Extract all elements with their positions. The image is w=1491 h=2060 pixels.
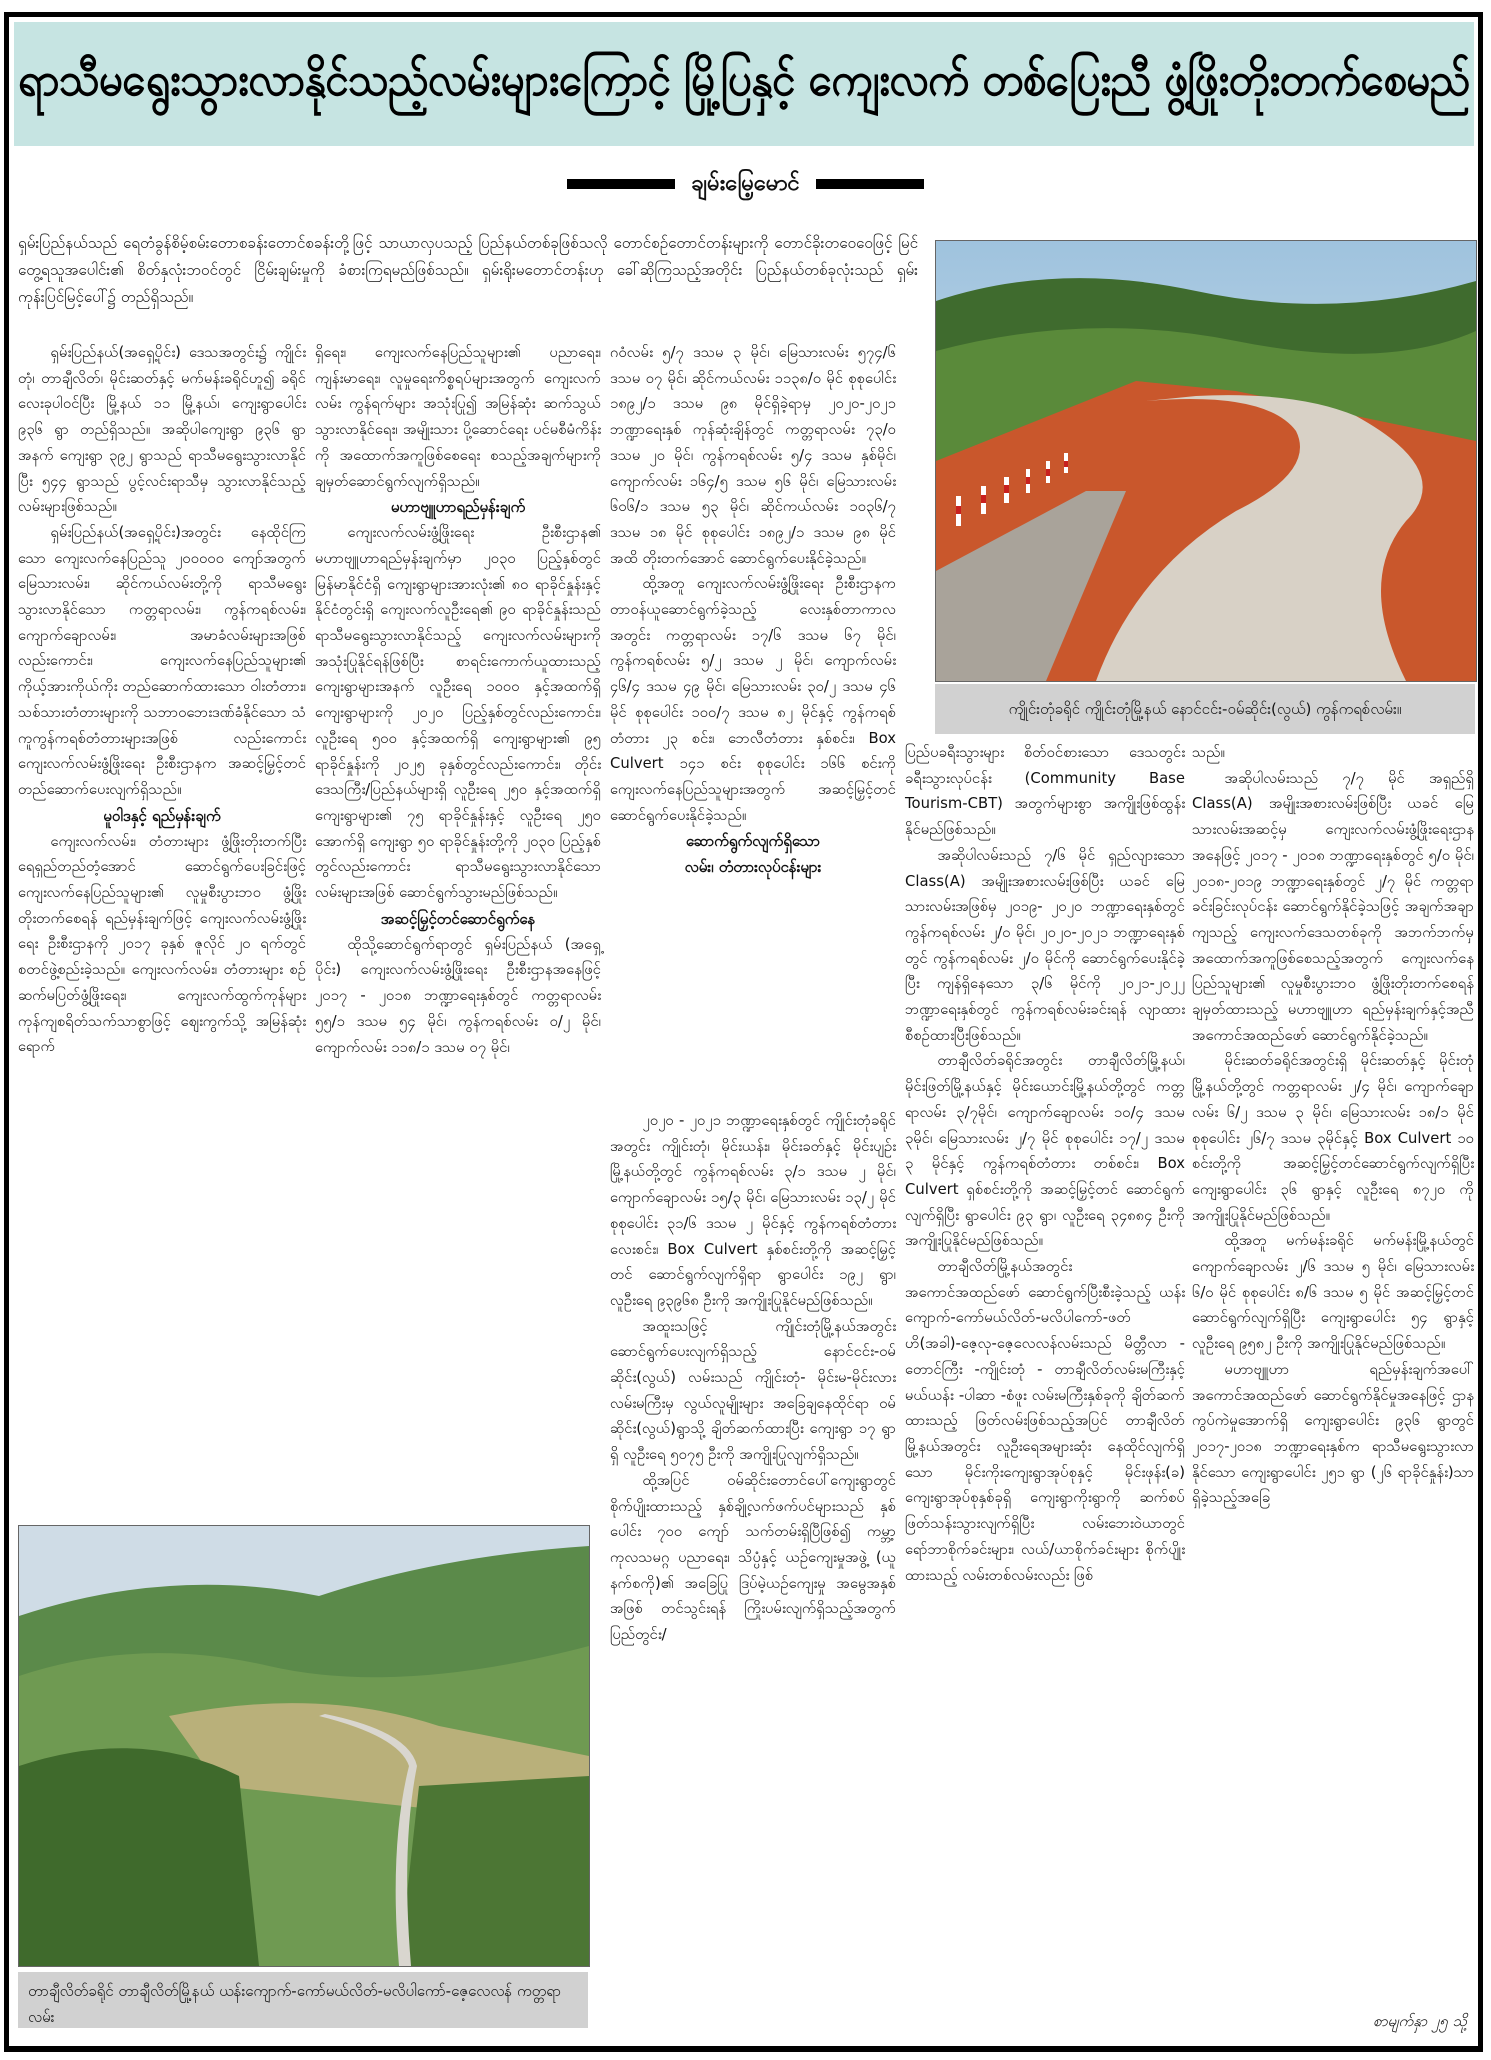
- paragraph: ရှမ်းပြည်နယ်(အရှေ့ပိုင်း) ဒေသအတွင်း၌ ကျိုင်းတုံ၊ တာချီလိတ်၊ မိုင်းဆတ်နှင့် မက်မန်းခရိုင်ဟူ၍ ခရိုင်လေးခုပါဝင်ပြီး မြို့နယ် ၁၁ မြို့နယ်၊ ကျေးရွာပေါင်း ၉၃၆ ရွာ တည်ရှိသည်။ အဆိုပါကျေးရွာ ၉၃၆ ရွာအနက် ကျေးရွာ ၃၉၂ ရွာသည် ရာသီမရွေးသွားလာနိုင်ပြီး ၅၄၄ ရွာသည် ပွင့်လင်းရာသီမှ သွားလာနိုင်သည့် လမ်းများဖြစ်သည်။: [18, 344, 306, 516]
- paragraph: အဆိုပါလမ်းသည် ၇/၆ မိုင် ရှည်လျားသော Class(A) အမျိုးအစားလမ်းဖြစ်ပြီး ယခင် မြေသားလမ်းအဖြစ်မှ ၂၀၁၉- ၂၀၂၀ ဘဏ္ဍာရေးနှစ်တွင် ကွန်ကရစ်လမ်း ၂/၀ မိုင်၊ ၂၀၂၀-၂၀၂၁ ဘဏ္ဍာရေးနှစ်တွင် ကွန်ကရစ်လမ်း ၂/၀ မိုင်ကို ဆောင်ရွက်ပေးနိုင်ခဲ့ပြီး ကျန်ရှိနေသော ၃/၆ မိုင်ကို ၂၀၂၁-၂၀၂၂ ဘဏ္ဍာရေးနှစ်တွင် ကွန်ကရစ်လမ်းခင်းရန် လျာထားစီစဉ်ထားပြီးဖြစ်သည်။: [905, 846, 1185, 1044]
- paragraph: သည်။: [1192, 744, 1226, 761]
- photo-caption-valley: တာချီလိတ်ခရိုင် တာချီလိတ်မြို့နယ် ယန်းကျောက်-ကော်မယ်လိတ်-မလိပါကော်-ဇေ့လေလန် ကတ္တရာလမ်း: [18, 1972, 588, 2028]
- section-heading-policy: မူဝါဒနှင့် ရည်မှန်းချက်: [103, 806, 221, 825]
- headline: ရာသီမရွေးသွားလာနိုင်သည့်လမ်းများကြောင့် မြို့ပြနှင့် ကျေးလက် တစ်ပြေးညီ ဖွံ့ဖြိုးတိုးတက်စေမည်: [18, 51, 1470, 106]
- paragraph: တာချီလိတ်ခရိုင်အတွင်း တာချီလိတ်မြို့နယ်၊ မိုင်းဖြတ်မြို့နယ်နှင့် မိုင်းယောင်းမြို့နယ်တို့တွင် ကတ္တရာလမ်း ၃/၇မိုင်၊ ကျောက်ချောလမ်း ၁၀/၄ ဒသမ ၃မိုင်၊ မြေသားလမ်း ၂/၇ မိုင် စုစုပေါင်း ၁၇/၂ ဒသမ ၃ မိုင်နှင့် ကွန်ကရစ်တံတား တစ်စင်း၊ Box Culvert ရှစ်စင်းတို့ကို အဆင့်မြှင့်တင် ဆောင်ရွက်လျက်ရှိပြီး ရွာပေါင်း ၉၃ ရွာ၊ လူဦးရေ ၃၄၈၈၄ ဦးကို အကျိုးပြုနိုင်မည်ဖြစ်သည်။: [905, 1052, 1185, 1250]
- article-column-3-top: [610, 340, 896, 880]
- article-column-1: [18, 340, 306, 1060]
- section-heading-ongoing-a: ဆောက်ရွက်လျက်ရှိသော: [685, 832, 821, 851]
- paragraph: တာချီလိတ်မြို့နယ်အတွင်း အကောင်အထည်ဖော် ဆောင်ရွက်ပြီးစီးခဲ့သည့် ယန်းကျောက်-ကော်မယ်လိတ်-မလိပါကော်-ဖတ်ဟိ(အခါ)-ဇေ့လု-ဇေ့လေလန်လမ်းသည် မိတ္တီလာ - တောင်ကြီး -ကျိုင်းတုံ - တာချီလိတ်လမ်းမကြီးနှင့် မယ်ယန်း -ပါဆာ -စံဖူး လမ်းမကြီးနှစ်ခုကို ချိတ်ဆက်ထားသည့် ဖြတ်လမ်းဖြစ်သည့်အပြင် တာချီလိတ်မြို့နယ်အတွင်း လူဦးရေအများဆုံး နေထိုင်လျက်ရှိသော မိုင်းကိုးကျေးရွာအုပ်စုနှင့် မိုင်းဖုန်း(ခ) ကျေးရွာအုပ်စုနှစ်ခုရှိ ကျေးရွာကိုးရွာကို ဆက်စပ်ဖြတ်သန်းသွားလျက်ရှိပြီး လမ်းဘေးဝဲယာတွင် ရော်ဘာစိုက်ခင်းများ၊ လယ်/ယာစိုက်ခင်းများ စိုက်ပျိုးထားသည့် လမ်းတစ်လမ်းလည်း ဖြစ်: [905, 1258, 1185, 1584]
- valley-photo-illustration: [19, 1526, 589, 1966]
- paragraph: မဟာဗျူဟာ ရည်မှန်းချက်အပေါ် အကောင်အထည်ဖော် ဆောင်ရွက်နိုင်မှုအနေဖြင့် ဌာနကွပ်ကဲမှုအောက်ရှိ ကျေးရွာပေါင်း ၉၃၆ ရွာတွင် ၂၀၁၇-၂၀၁၈ ဘဏ္ဍာရေးနှစ်က ရာသီမရွေးသွားလာနိုင်သော ကျေးရွာပေါင်း ၂၅၁ ရွာ (၂၆ ရာခိုင်နှုန်း)သာ ရှိခဲ့သည့်အခြေ: [1192, 1360, 1474, 1507]
- paragraph: ရှမ်းပြည်နယ်(အရှေ့ပိုင်း)အတွင်း နေထိုင်ကြသော ကျေးလက်နေပြည်သူ ၂၀၀၀၀၀ ကျော်အတွက် မြေသားလမ်း၊ ဆိုင်ကယ်လမ်းတို့ကို ရာသီမရွေးသွားလာနိုင်သော ကတ္တရာလမ်း၊ ကွန်ကရစ်လမ်း၊ ကျောက်ချောလမ်း၊ အမာခံလမ်းများအဖြစ်လည်းကောင်း၊ ကျေးလက်နေပြည်သူများ၏ ကိုယ့်အားကိုယ်ကိုး တည်ဆောက်ထားသော ဝါးတံတား၊ သစ်သားတံတားများကို သဘာဝဘေးဒဏ်ခံနိုင်သော သံကူကွန်ကရစ်တံတားများအဖြစ် လည်းကောင်း ကျေးလက်လမ်းဖွံ့ဖြိုးရေး ဦးစီးဌာနက အဆင့်မြှင့်တင် တည်ဆောက်ပေးလျက်ရှိသည်။: [18, 523, 306, 798]
- paragraph: ၂၀၂၀ - ၂၀၂၁ ဘဏ္ဍာရေးနှစ်တွင် ကျိုင်းတုံခရိုင်အတွင်း ကျိုင်းတုံ၊ မိုင်းယန်း၊ မိုင်းခတ်နှင့် မိုင်းပျဉ်းမြို့နယ်တို့တွင် ကွန်ကရစ်လမ်း ၃/၁ ဒသမ ၂ မိုင်၊ ကျောက်ချောလမ်း ၁၅/၃ မိုင်၊ မြေသားလမ်း ၁၃/၂ မိုင် စုစုပေါင်း ၃၁/၆ ဒသမ ၂ မိုင်နှင့် ကွန်ကရစ်တံတား လေးစင်း၊ Box Culvert နှစ်စင်းတို့ကို အဆင့်မြှင့်တင် ဆောင်ရွက်လျက်ရှိရာ ရွာပေါင်း ၁၉၂ ရွာ၊ လူဦးရေ ၉၃၉၆၈ ဦးကို အကျိုးပြုနိုင်မည်ဖြစ်သည်။: [610, 1112, 896, 1309]
- section-heading-upgrading: အဆင့်မြှင့်တင်ဆောင်ရွက်နေ: [380, 909, 536, 928]
- paragraph: ထို့အပြင် ဝမ်ဆိုင်းတောင်ပေါ်ကျေးရွာတွင် စိုက်ပျိုးထားသည့် နှစ်ချို့လက်ဖက်ပင်များသည် နှစ်ပေါင်း ၇၀၀ ကျော် သက်တမ်းရှိပြီဖြစ်၍ ကမ္ဘာ့ကုလသမဂ္ဂ ပညာရေး၊ သိပ္ပံနှင့် ယဉ်ကျေးမှုအဖွဲ့ (ယူနက်စကို)၏ အခြေပြု ဒြပ်မဲ့ယဉ်ကျေးမှု အမွေအနှစ်အဖြစ် တင်သွင်းရန် ကြိုးပမ်းလျက်ရှိသည့်အတွက် ပြည်တွင်း/: [610, 1471, 896, 1644]
- intro-paragraph: ရှမ်းပြည်နယ်သည် ရေတံခွန်စိမ့်စမ်းတောစခန်းတောင်စခန်းတို့ဖြင့် သာယာလှပသည့် ပြည်နယ်တစ်ခုဖြစ်သလို တောင်စဉ်တောင်တန်းများကို တောင်ခိုးတဝေဝေဖြင့် မြင်တွေ့ရသူအပေါင်း၏ စိတ်နှလုံးဘဝင်တွင် ငြိမ်းချမ်းမှုကို ခံစားကြရမည်ဖြစ်သည်။ ရှမ်းရိုးမတောင်တန်းဟု ခေါ်ဆိုကြသည့်အတိုင်း ပြည်နယ်တစ်ခုလုံးသည် ရှမ်းကုန်းပြင်မြင့်ပေါ်၌ တည်ရှိသည်။: [18, 234, 918, 306]
- article-column-3-bottom: [610, 1108, 896, 1648]
- continued-on-page: စာမျက်နှာ ၂၅ သို့: [1373, 2012, 1467, 2030]
- paragraph: ပြည်ပခရီးသွားများ စိတ်ဝင်စားသော ဒေသတွင်းခရီးသွားလုပ်ငန်း (Community Base Tourism-CBT) အတွက်များစွာ အကျိုးဖြစ်ထွန်းနိုင်မည်ဖြစ်သည်။: [905, 744, 1185, 839]
- photo-caption-road: ကျိုင်းတုံခရိုင် ကျိုင်းတုံမြို့နယ် နောင်ငင်း-ဝမ်ဆိုင်း(လွယ်) ကွန်ကရစ်လမ်း။: [935, 684, 1475, 734]
- section-heading-strategy: မဟာဗျူဟာရည်မှန်းချက်: [390, 498, 526, 517]
- road-photo-illustration: [936, 241, 1476, 681]
- paragraph: မိုင်းဆတ်ခရိုင်အတွင်းရှိ မိုင်းဆတ်နှင့် မိုင်းတုံမြို့နယ်တို့တွင် ကတ္တရာလမ်း ၂/၄ မိုင်၊ ကျောက်ချောလမ်း ၆/၂ ဒသမ ၃ မိုင်၊ မြေသားလမ်း ၁၈/၁ မိုင် စုစုပေါင်း ၂၆/၇ ဒသမ ၃မိုင်နှင့် Box Culvert ၁၀ စင်းတို့ကို အဆင့်မြှင့်တင်ဆောင်ရွက်လျက်ရှိပြီး ကျေးရွာပေါင်း ၃၆ ရွာနှင့် လူဦးရေ ၈၇၂၀ ကို အကျိုးပြုနိုင်မည်ဖြစ်သည်။: [1192, 1052, 1474, 1224]
- byline-row: [0, 162, 1491, 206]
- section-heading-ongoing-b: လမ်း၊ တံတားလုပ်ငန်းများ: [684, 858, 822, 877]
- paragraph: ထို့အတူ ကျေးလက်လမ်းဖွံ့ဖြိုးရေး ဦးစီးဌာနက တာဝန်ယူဆောင်ရွက်ခဲ့သည့် လေးနှစ်တာကာလအတွင်း ကတ္တရာလမ်း ၁၇/၆ ဒသမ ၆၇ မိုင်၊ ကွန်ကရစ်လမ်း ၅/၂ ဒသမ ၂ မိုင်၊ ကျောက်လမ်း ၄၆/၄ ဒသမ ၄၉ မိုင်၊ မြေသားလမ်း ၃၀/၂ ဒသမ ၄၆ မိုင် စုစုပေါင်း ၁၀၀/၇ ဒသမ ၈၂ မိုင်နှင့် ကွန်ကရစ်တံတား ၂၃ စင်း၊ ဘေလီတံတား နှစ်စင်း၊ Box Culvert ၁၄၁ စင်း စုစုပေါင်း ၁၆၆ စင်းကို ကျေးလက်နေပြည်သူများအတွက် အဆင့်မြှင့်တင် ဆောင်ရွက်ပေးနိုင်ခဲ့သည်။: [610, 575, 896, 824]
- paragraph: ကျေးလက်လမ်းဖွံ့ဖြိုးရေး ဦးစီးဌာန၏ မဟာဗျူဟာရည်မှန်းချက်မှာ ၂၀၃၀ ပြည့်နှစ်တွင် မြန်မာနိုင်ငံရှိ ကျေးရွာများအားလုံး၏ ၈၀ ရာခိုင်နှုန်းနှင့် နိုင်ငံတွင်းရှိ ကျေးလက်လူဦးရေ၏ ၉၀ ရာခိုင်နှုန်းသည် ရာသီမရွေးသွားလာနိုင်သည့် ကျေးလက်လမ်းများကို အသုံးပြုနိုင်ရန်ဖြစ်ပြီး စာရင်းကောက်ယူထားသည့် ကျေးရွာများအနက် လူဦးရေ ၁၀၀၀ နှင့်အထက်ရှိ ကျေးရွာများကို ၂၀၂၀ ပြည့်နှစ်တွင်လည်းကောင်း၊ လူဦးရေ ၅၀၀ နှင့်အထက်ရှိ ကျေးရွာများ၏ ၉၅ ရာခိုင်နှုန်းကို ၂၀၂၅ ခုနှစ်တွင်လည်းကောင်း၊ တိုင်းဒေသကြီး/ပြည်နယ်များရှိ လူဦးရေ ၂၅၀ နှင့်အထက်ရှိ ကျေးရွာများ၏ ၇၅ ရာခိုင်နှုန်းနှင့် လူဦးရေ ၂၅၀ အောက်ရှိ ကျေးရွာ ၅၀ ရာခိုင်နှုန်းတို့ကို ၂၀၃၀ ပြည့်နှစ်တွင်လည်းကောင်း ရာသီမရွေးသွားလာနိုင်သော လမ်းများအဖြစ် ဆောင်ရွက်သွားမည်ဖြစ်သည်။: [315, 524, 601, 902]
- byline-rule-right: [816, 179, 924, 189]
- byline-rule-left: [567, 179, 675, 189]
- paragraph: ထိုသို့ဆောင်ရွက်ရာတွင် ရှမ်းပြည်နယ် (အရှေ့ပိုင်း) ကျေးလက်လမ်းဖွံ့ဖြိုးရေး ဦးစီးဌာနအနေဖြင့် ၂၀၁၇ - ၂၀၁၈ ဘဏ္ဍာရေးနှစ်တွင် ကတ္တရာလမ်း ၅၅/၁ ဒသမ ၅၄ မိုင်၊ ကွန်ကရစ်လမ်း ၀/၂ မိုင်၊ ကျောက်လမ်း ၁၁၈/၁ ဒသမ ၀၇ မိုင်၊: [315, 935, 601, 1056]
- paragraph: အထူးသဖြင့် ကျိုင်းတုံမြို့နယ်အတွင်း ဆောင်ရွက်ပေးလျက်ရှိသည့် နောင်ငင်း-ဝမ်ဆိုင်း(လွယ်) လမ်းသည် ကျိုင်းတုံ- မိုင်းမ-မိုင်းလား လမ်းမကြီးမှ လွယ်လူမျိုးများ အခြေချနေထိုင်ရာ ဝမ်ဆိုင်း(လွယ်)ရွာသို့ ချိတ်ဆက်ထားပြီး ကျေးရွာ ၁၇ ရွာရှိ လူဦးရေ ၅၀၇၅ ဦးကို အကျိုးပြုလျက်ရှိသည်။: [610, 1317, 896, 1464]
- byline: ချမ်းမြေ့မောင်: [691, 170, 800, 196]
- paragraph: ရှိရေး၊ ကျေးလက်နေပြည်သူများ၏ ပညာရေး၊ ကျန်းမာရေး၊ လူမှုရေးကိစ္စရပ်များအတွက် ကျေးလက်လမ်း ကွန်ရက်များ အသုံးပြု၍ အမြန်ဆုံး ဆက်သွယ်သွားလာနိုင်ရေး၊ အမျိုးသား ပို့ဆောင်ရေး ပင်မစီမံကိန်းကို အထောက်အကူဖြစ်စေရေး စသည့်အချက်များကို ချမှတ်ဆောင်ရွက်လျက်ရှိသည်။: [315, 344, 601, 490]
- article-column-4: [905, 740, 1185, 1588]
- article-column-5: [1192, 740, 1474, 1511]
- headline-band: [14, 22, 1474, 146]
- paragraph: ထို့အတူ မက်မန်းခရိုင် မက်မန်းမြို့နယ်တွင် ကျောက်ချောလမ်း ၂/၆ ဒသမ ၅ မိုင်၊ မြေသားလမ်း ၆/၀ မိုင် စုစုပေါင်း ၈/၆ ဒသမ ၅ မိုင် အဆင့်မြှင့်တင် ဆောင်ရွက်လျက်ရှိပြီး ကျေးရွာပေါင်း ၅၄ ရွာနှင့် လူဦးရေ ၉၅၈၂ ဦးကို အကျိုးပြုနိုင်မည်ဖြစ်သည်။: [1192, 1232, 1474, 1353]
- paragraph: အဆိုပါလမ်းသည် ၇/၇ မိုင် အရှည်ရှိ Class(A) အမျိုးအစားလမ်းဖြစ်ပြီး ယခင် မြေသားလမ်းအဆင့်မှ ကျေးလက်လမ်းဖွံ့ဖြိုးရေးဌာနအနေဖြင့် ၂၀၁၇ - ၂၀၁၈ ဘဏ္ဍာရေးနှစ်တွင် ၅/၀ မိုင်၊ ၂၀၁၈-၂၀၁၉ ဘဏ္ဍာရေးနှစ်တွင် ၂/၇ မိုင် ကတ္တရာခင်းခြင်းလုပ်ငန်း ဆောင်ရွက်နိုင်ခဲ့သဖြင့် အချက်အချာကျသည့် ကျေးလက်ဒေသတစ်ခုကို အဘက်ဘက်မှ အထောက်အကူဖြစ်စေသည့်အတွက် ကျေးလက်နေပြည်သူများ၏ လူမှုစီးပွားဘဝ ဖွံ့ဖြိုးတိုးတက်စေရန် ချမှတ်ထားသည့် မဟာဗျူဟာ ရည်မှန်းချက်နှင့်အညီ အကောင်အထည်ဖော် ဆောင်ရွက်နိုင်ခဲ့သည်။: [1192, 769, 1474, 1044]
- photo-valley-road: [18, 1525, 590, 1967]
- paragraph: ဂဝံလမ်း ၅/၇ ဒသမ ၃ မိုင်၊ မြေသားလမ်း ၅၇၄/၆ ဒသမ ၀၇ မိုင်၊ ဆိုင်ကယ်လမ်း ၁၁၃၈/၀ မိုင် စုစုပေါင်း ၁၈၉၂/၁ ဒသမ ၉၈ မိုင်ရှိခဲ့ရာမှ ၂၀၂၀-၂၀၂၁ ဘဏ္ဍာရေးနှစ် ကုန်ဆုံးချိန်တွင် ကတ္တရာလမ်း ၇၃/၀ ဒသမ ၂၀ မိုင်၊ ကွန်ကရစ်လမ်း ၅/၄ ဒသမ နှစ်မိုင်၊ ကျောက်လမ်း ၁၆၄/၅ ဒသမ ၅၆ မိုင်၊ မြေသားလမ်း ၆၀၆/၁ ဒသမ ၅၃ မိုင်၊ ဆိုင်ကယ်လမ်း ၁၀၃၆/၇ ဒသမ ၁၈ မိုင် စုစုပေါင်း ၁၈၉၂/၁ ဒသမ ၉၈ မိုင် အထိ တိုးတက်အောင် ဆောင်ရွက်ပေးနိုင်ခဲ့သည်။: [610, 344, 896, 567]
- article-column-2: [315, 340, 601, 1060]
- paragraph: ကျေးလက်လမ်း၊ တံတားများ ဖွံ့ဖြိုးတိုးတက်ပြီး ရေရှည်တည်တံ့အောင် ဆောင်ရွက်ပေးခြင်းဖြင့် ကျေးလက်နေပြည်သူများ၏ လူမှုစီးပွားဘဝ ဖွံ့ဖြိုးတိုးတက်စေရန် ရည်မှန်းချက်ဖြင့် ကျေးလက်လမ်းဖွံ့ဖြိုးရေး ဦးစီးဌာနကို ၂၀၁၇ ခုနှစ် ဇူလိုင် ၂၀ ရက်တွင် စတင်ဖွဲ့စည်းခဲ့သည်။ ကျေးလက်လမ်း၊ တံတားများ စဉ်ဆက်မပြတ်ဖွံ့ဖြိုးရေး၊ ကျေးလက်ထွက်ကုန်များ ကုန်ကျစရိတ်သက်သာစွာဖြင့် ဈေးကွက်သို့ အမြန်ဆုံးရောက်: [18, 832, 306, 1056]
- photo-concrete-road: [935, 240, 1477, 682]
